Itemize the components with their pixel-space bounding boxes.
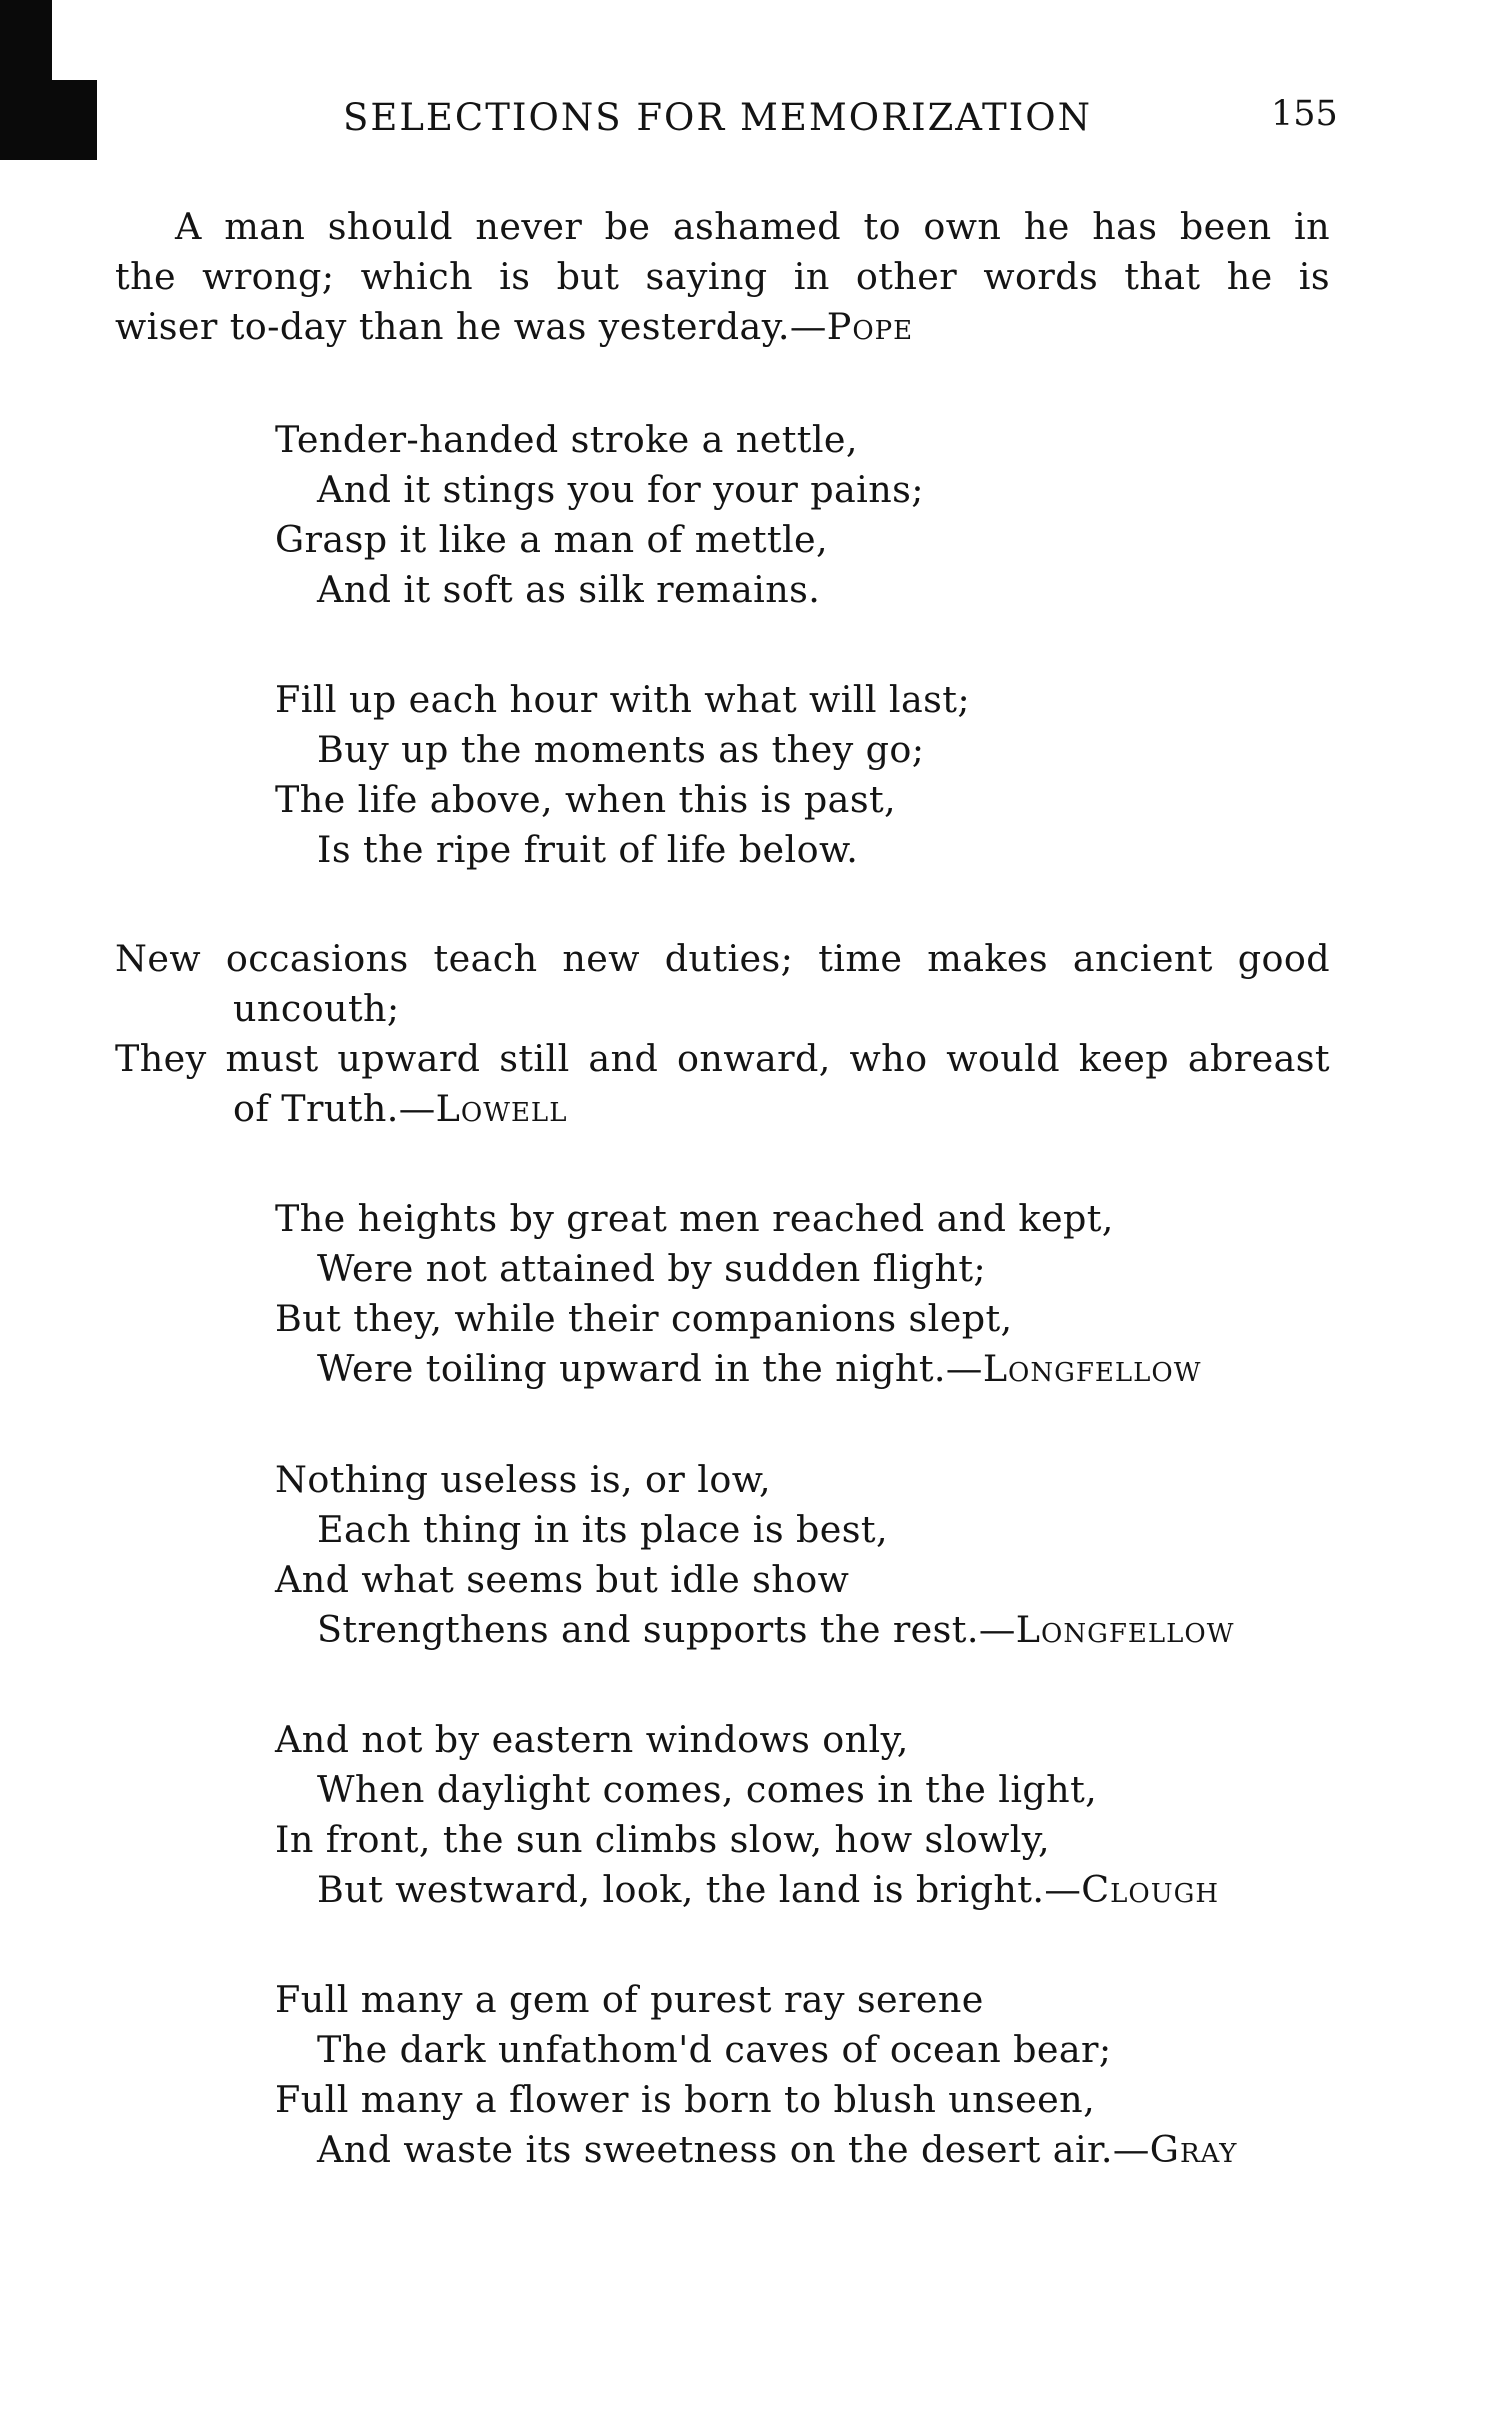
verse-line: Were not attained by sudden flight; <box>317 1247 987 1290</box>
verse-line <box>233 1087 567 1130</box>
verse-line: Nothing useless is, or low, <box>275 1458 772 1501</box>
running-title: SELECTIONS FOR MEMORIZATION <box>343 96 1092 139</box>
verse-line <box>317 1608 1234 1651</box>
verse-line: uncouth; <box>233 987 400 1030</box>
verse-line: Full many a gem of purest ray serene <box>275 1978 984 2021</box>
verse-line: Grasp it like a man of mettle, <box>275 518 829 561</box>
text-line <box>115 305 1330 348</box>
author-attribution: Pope <box>826 305 914 348</box>
verse-line: Buy up the moments as they go; <box>317 728 925 771</box>
verse-line: In front, the sun climbs slow, how slowly, <box>275 1818 1050 1861</box>
page-number: 155 <box>1271 94 1338 134</box>
running-header <box>0 96 1508 146</box>
verse-line: And what seems but idle show <box>275 1558 850 1601</box>
verse-line: Fill up each hour with what will last; <box>275 678 971 721</box>
verse-line-content: of Truth.— <box>233 1087 436 1130</box>
verse-line: The life above, when this is past, <box>275 778 897 821</box>
verse-line-content: But westward, look, the land is bright.— <box>317 1868 1082 1911</box>
text-line: the wrong; which is but saying in other words that he is <box>115 255 1330 298</box>
verse-line: The dark unfathom'd caves of ocean bear; <box>317 2028 1112 2071</box>
text-line-content: wiser to-day than he was yesterday.— <box>115 305 827 348</box>
verse-line-content: Were toiling upward in the night.— <box>317 1347 983 1390</box>
verse-line: The heights by great men reached and kept, <box>275 1197 1114 1240</box>
verse-line: And it soft as silk remains. <box>317 568 821 611</box>
author-attribution: Clough <box>1081 1868 1220 1911</box>
author-attribution: Gray <box>1149 2128 1238 2171</box>
text-line: A man should never be ashamed to own he has been in <box>175 205 1330 248</box>
verse-line <box>317 1868 1219 1911</box>
verse-line: And not by eastern windows only, <box>275 1718 909 1761</box>
author-attribution: Lowell <box>435 1087 568 1130</box>
verse-line <box>317 2128 1237 2171</box>
verse-line: New occasions teach new duties; time makes ancient good <box>115 937 1330 980</box>
verse-line: When daylight comes, comes in the light, <box>317 1768 1098 1811</box>
verse-line: Is the ripe fruit of life below. <box>317 828 859 871</box>
verse-line: But they, while their companions slept, <box>275 1297 1013 1340</box>
verse-line-content: And waste its sweetness on the desert air.— <box>317 2128 1150 2171</box>
verse-line-content: Strengthens and supports the rest.— <box>317 1608 1016 1651</box>
verse-line: They must upward still and onward, who would keep abreast <box>115 1037 1330 1080</box>
verse-line <box>317 1347 1201 1390</box>
verse-line: Full many a flower is born to blush unseen, <box>275 2078 1096 2121</box>
author-attribution: Longfellow <box>1015 1608 1235 1651</box>
author-attribution: Longfellow <box>982 1347 1202 1390</box>
verse-line: And it stings you for your pains; <box>317 468 924 511</box>
verse-line: Tender-handed stroke a nettle, <box>275 418 858 461</box>
verse-line: Each thing in its place is best, <box>317 1508 888 1551</box>
